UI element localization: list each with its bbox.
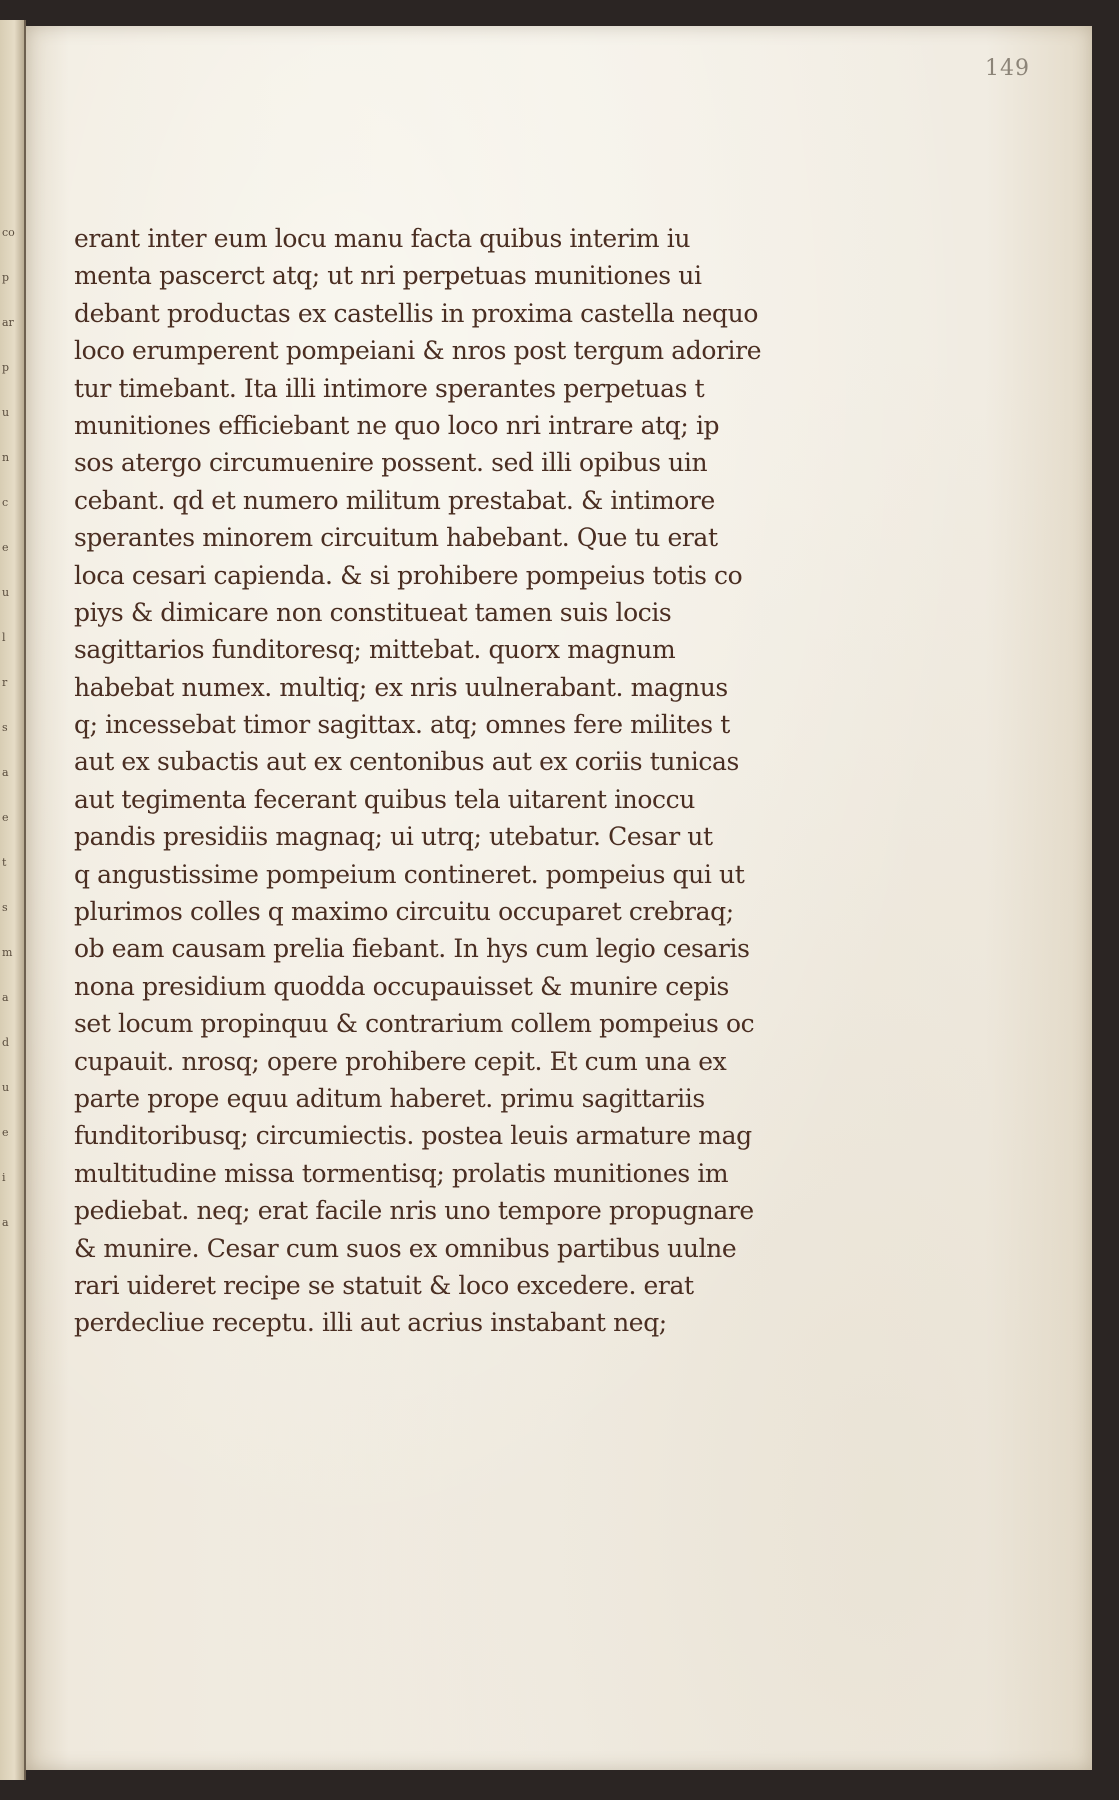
facing-page-mark: d — [2, 1036, 10, 1049]
text-line: debant productas ex castellis in proxima castella nequo — [74, 298, 758, 328]
text-line: set locum propinquu & contrarium collem pompeius oc — [74, 1009, 755, 1039]
facing-page-mark: e — [2, 1126, 9, 1139]
text-line: cebant. qd et numero militum prestabat. & intimore — [74, 485, 715, 515]
text-line: cupauit. nrosq; opere prohibere cepit. Et cum una ex — [74, 1046, 727, 1076]
facing-page-mark: u — [2, 406, 10, 419]
text-line: aut ex subactis aut ex centonibus aut ex coriis tunicas — [74, 747, 739, 777]
text-line: aut tegimenta fecerant quibus tela uitarent inoccu — [74, 784, 695, 814]
facing-page-mark: a — [2, 1216, 9, 1229]
text-line: menta pascerct atq; ut nri perpetuas munitiones ui — [74, 261, 702, 291]
text-line: plurimos colles q maximo circuitu occuparet crebraq; — [74, 897, 734, 927]
facing-page-mark: r — [2, 676, 8, 689]
facing-page-mark: p — [2, 271, 10, 284]
text-line: funditoribusq; circumiectis. postea leuis armature mag — [74, 1121, 752, 1151]
facing-page-mark: co — [2, 226, 15, 239]
facing-page-mark: a — [2, 991, 9, 1004]
facing-page-edge — [0, 20, 26, 1780]
facing-page-mark: c — [2, 496, 9, 509]
text-line: q; incessebat timor sagittax. atq; omnes fere milites t — [74, 710, 730, 740]
text-line: tur timebant. Ita illi intimore sperantes perpetuas t — [74, 373, 705, 403]
facing-page-mark: a — [2, 766, 9, 779]
text-line: pediebat. neq; erat facile nris uno tempore propugnare — [74, 1196, 754, 1226]
facing-page-marks — [2, 210, 20, 1245]
text-line: nona presidium quodda occupauisset & munire cepis — [74, 971, 729, 1001]
text-line: erant inter eum locu manu facta quibus interim iu — [74, 224, 691, 253]
text-line: & munire. Cesar cum suos ex omnibus partibus uulne — [74, 1233, 737, 1263]
facing-page-mark: i — [2, 1171, 6, 1184]
text-line: perdecliue receptu. illi aut acrius instabant neq; — [74, 1308, 667, 1338]
text-line: multitudine missa tormentisq; prolatis munitiones im — [74, 1158, 729, 1188]
text-line: piys & dimicare non constitueat tamen suis locis — [74, 597, 672, 627]
text-line: loca cesari capienda. & si prohibere pompeius totis co — [74, 560, 743, 590]
text-line: habebat numex. multiq; ex nris uulnerabant. magnus — [74, 672, 728, 702]
text-line: sagittarios funditoresq; mittebat. quorx magnum — [74, 635, 676, 665]
facing-page-mark: u — [2, 586, 10, 599]
facing-page-mark: l — [2, 631, 6, 644]
folio-number: 149 — [985, 56, 1030, 81]
facing-page-mark: p — [2, 361, 10, 374]
facing-page-mark: s — [2, 721, 8, 734]
facing-page-mark: e — [2, 541, 9, 554]
text-line: sos atergo circumuenire possent. sed illi opibus uin — [74, 448, 708, 478]
text-line: q angustissime pompeium contineret. pompeius qui ut — [74, 859, 745, 889]
text-line: ob eam causam prelia fiebant. In hys cum legio cesaris — [74, 934, 750, 964]
facing-page-mark: u — [2, 1081, 10, 1094]
text-line: loco erumperent pompeiani & nros post tergum adorire — [74, 336, 762, 366]
text-line: sperantes minorem circuitum habebant. Que tu erat — [74, 523, 718, 553]
facing-page-mark: n — [2, 451, 10, 464]
facing-page-mark: ar — [2, 316, 14, 329]
text-line: parte prope equu aditum haberet. primu sagittariis — [74, 1083, 705, 1113]
facing-page-mark: t — [2, 856, 7, 869]
text-column — [74, 220, 834, 1342]
facing-page-mark: m — [2, 946, 13, 959]
text-line: munitiones efficiebant ne quo loco nri intrare atq; ip — [74, 410, 720, 440]
text-line: rari uideret recipe se statuit & loco excedere. erat — [74, 1270, 694, 1300]
manuscript-page — [26, 26, 1092, 1770]
text-line: pandis presidiis magnaq; ui utrq; utebatur. Cesar ut — [74, 822, 713, 852]
facing-page-mark: s — [2, 901, 8, 914]
facing-page-mark: e — [2, 811, 9, 824]
